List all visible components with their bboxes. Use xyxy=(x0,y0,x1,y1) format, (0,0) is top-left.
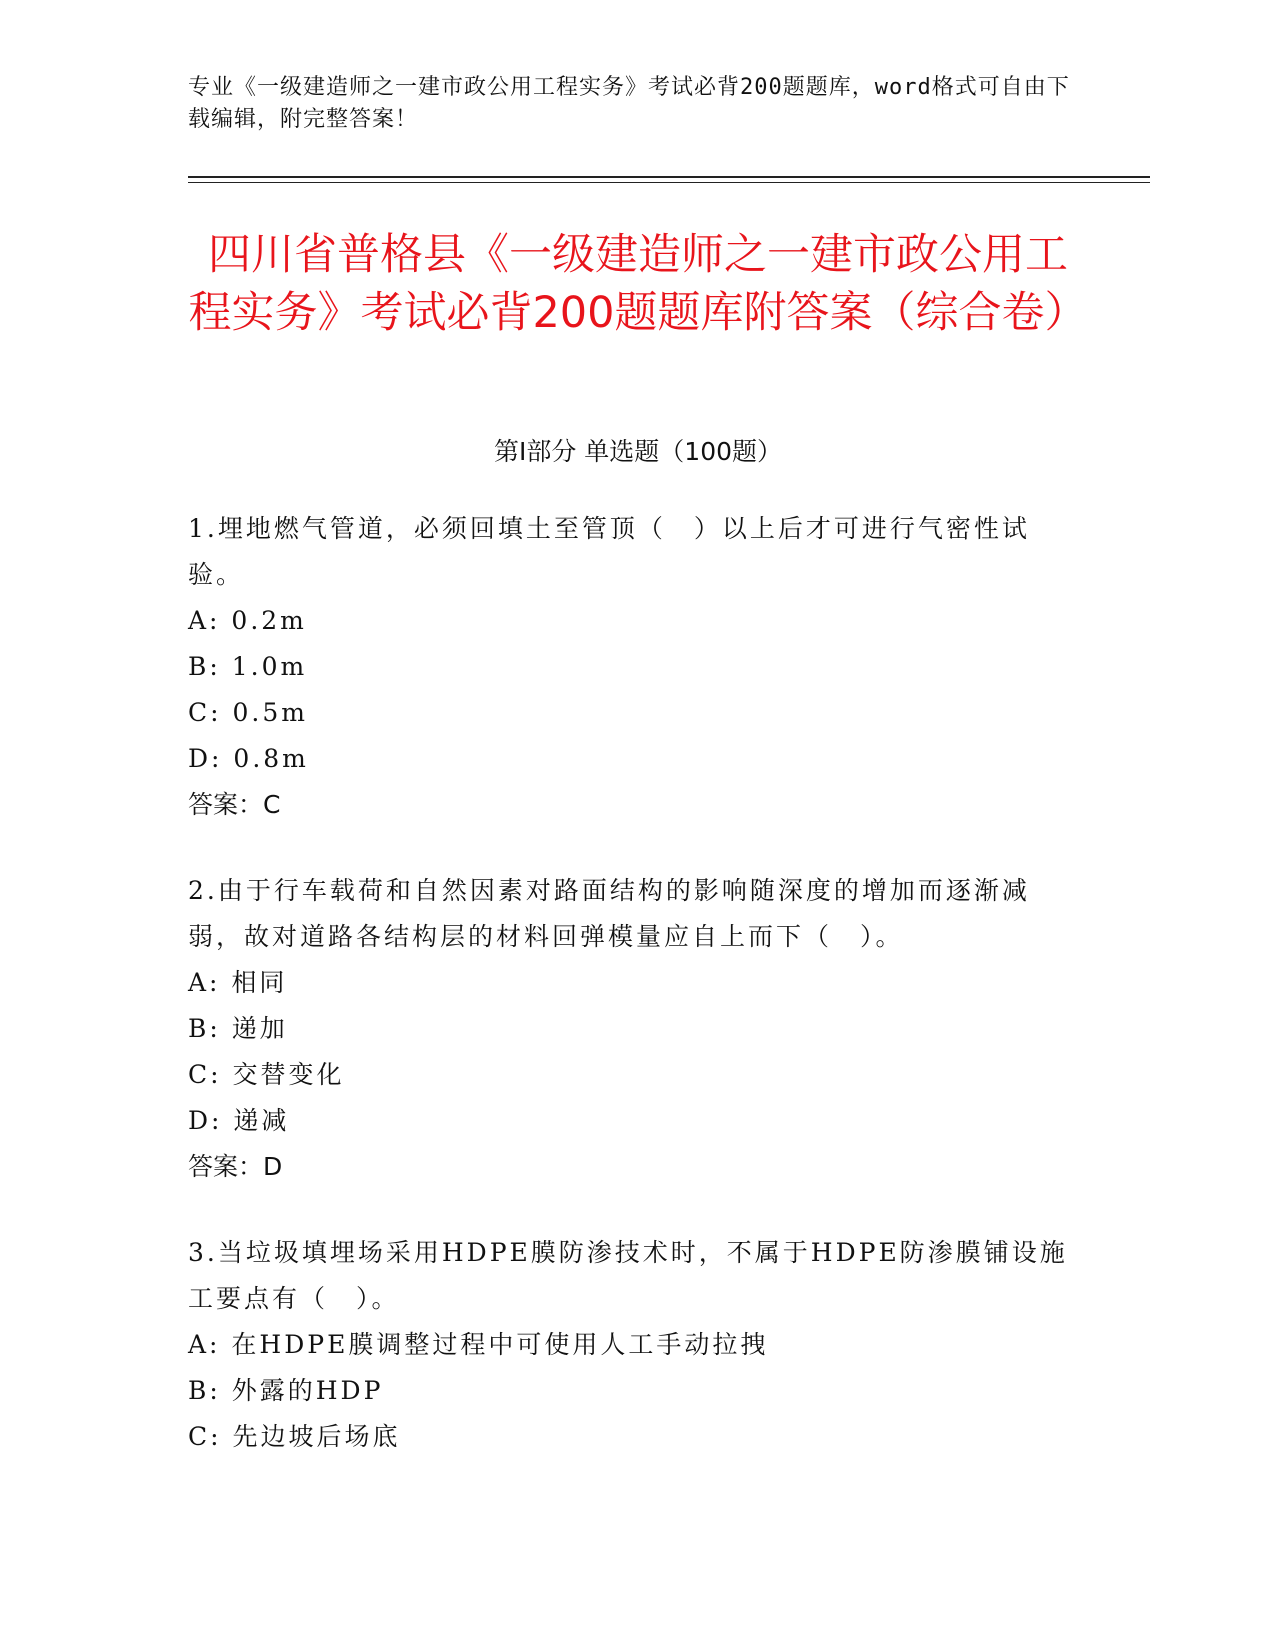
header-rule-thick xyxy=(188,176,1150,178)
question-2 xyxy=(188,868,1068,1190)
answer: 答案：D xyxy=(188,1152,283,1181)
option-a: A: 在HDPE膜调整过程中可使用人工手动拉拽 xyxy=(188,1330,769,1359)
option-c: C: 先边坡后场底 xyxy=(188,1422,401,1451)
header-note: 专业《一级建造师之一建市政公用工程实务》考试必背200题题库，word格式可自由下载编辑，附完整答案！ xyxy=(188,75,1070,132)
option-b: B: 递加 xyxy=(188,1014,288,1043)
option-d: D: 0.8m xyxy=(188,744,309,773)
question-stem: 2.由于行车载荷和自然因素对路面结构的影响随深度的增加而逐渐减弱，故对道路各结构层的材料回弹模量应自上而下（ ）。 xyxy=(188,876,1030,951)
header-rule-thin xyxy=(188,182,1150,183)
option-d: D: 递减 xyxy=(188,1106,290,1135)
answer: 答案：C xyxy=(188,790,281,819)
option-b: B: 外露的HDP xyxy=(188,1376,384,1405)
option-a: A: 0.2m xyxy=(188,606,307,635)
question-3 xyxy=(188,1230,1068,1460)
document-title: 四川省普格县《一级建造师之一建市政公用工程实务》考试必背200题题库附答案（综合卷） xyxy=(188,230,1088,338)
question-stem: 3.当垃圾填埋场采用HDPE膜防渗技术时，不属于HDPE防渗膜铺设施工要点有（ ）。 xyxy=(188,1238,1068,1313)
question-1 xyxy=(188,506,1068,828)
section-title: 第I部分 单选题（100题） xyxy=(493,437,783,466)
option-a: A: 相同 xyxy=(188,968,288,997)
question-stem: 1.埋地燃气管道，必须回填土至管顶（ ）以上后才可进行气密性试验。 xyxy=(188,514,1030,589)
option-c: C: 0.5m xyxy=(188,698,308,727)
option-b: B: 1.0m xyxy=(188,652,308,681)
option-c: C: 交替变化 xyxy=(188,1060,345,1089)
